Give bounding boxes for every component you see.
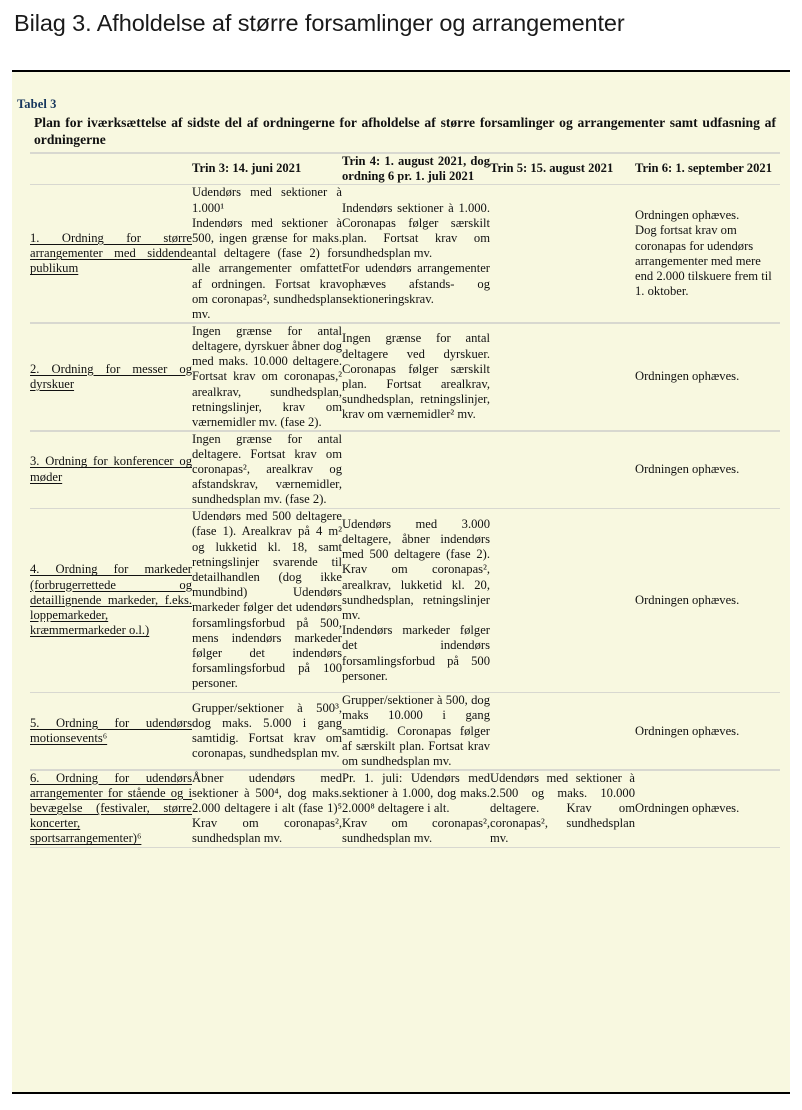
cell-trin4: Udendørs med 3.000 deltagere, åbner indendørs med 500 deltagere (fase 2). Krav om coronapas², arealkrav, lukketid kl. 20, sundhedsplan, retningslinjer mv. Indendørs markeder følger det indendørs forsamlingsforbud på 500 personer. xyxy=(342,516,490,683)
cell-trin4: Grupper/sektioner à 500, dog maks 10.000 i gang samtidig. Coronapas følger af særskilt plan. Fortsat krav om sundhedsplan mv. xyxy=(342,693,490,768)
table-header-row xyxy=(30,154,780,184)
table-row xyxy=(30,432,780,508)
cell-trin4: Pr. 1. juli: Udendørs med sektioner à 1.000, dog maks. 2.000⁸ deltagere i alt. Krav om coronapas², sundhedsplan mv. xyxy=(342,770,490,846)
cell-trin3: Ingen grænse for antal deltagere. Fortsat krav om coronapas², arealkrav og afstandskrav, værnemidler, sundhedsplan mv. (fase 2). xyxy=(192,431,342,507)
row-label xyxy=(30,432,192,508)
panel-bottom-rule xyxy=(12,1092,790,1094)
cell-trin4 xyxy=(342,432,490,508)
cell-trin5 xyxy=(490,693,635,769)
cell-trin3: Ingen grænse for antal deltagere, dyrskuer åbner dog med maks. 10.000 deltagere. Fortsat krav om coronapas,² arealkrav, sundhedsplan, retningslinjer, krav om værnemidler mv. (fase 2). xyxy=(192,323,342,429)
row-label xyxy=(30,693,192,769)
table-row xyxy=(30,324,780,430)
plan-table xyxy=(30,152,780,848)
column-header-trin4: Trin 4: 1. august 2021, dog ordning 6 pr. 1. juli 2021 xyxy=(342,153,490,183)
row-label-text: 1. Ordning for større arrangementer med siddende publikum xyxy=(30,231,192,276)
cell-trin3: Åbner udendørs med sektioner à 500⁴, dog maks. 2.000 deltagere i alt (fase 1)⁵ Krav om coronapas², sundhedsplan mv. xyxy=(192,770,342,846)
cell-trin5 xyxy=(490,324,635,430)
column-header-trin5: Trin 5: 15. august 2021 xyxy=(490,161,614,176)
row-label xyxy=(30,324,192,430)
cell-trin4: Ingen grænse for antal deltagere ved dyrskuer. Coronapas følger særskilt plan. Fortsat arealkrav, sundhedsplan, retningslinjer, krav om værnemidler² mv. xyxy=(342,331,490,422)
row-label-text: 3. Ordning for konferencer og møder xyxy=(30,454,192,484)
row-label-text: 4. Ordning for markeder (forbrugerrettede og detaillignende markeder, f.eks. loppemarkeder, kræmmermarkeder o.l.) xyxy=(30,562,192,638)
column-header-trin6: Trin 6: 1. september 2021 xyxy=(635,161,772,176)
cell-trin6: Ordningen ophæves. xyxy=(635,723,740,738)
cell-trin6: Ordningen ophæves. xyxy=(635,592,740,607)
page-title: Bilag 3. Afholdelse af større forsamlinger og arrangementer xyxy=(14,10,625,36)
cell-trin3: Udendørs med sektioner à 1.000¹ Indendørs med sektioner à 500, ingen grænse for maks. antal deltagere (fase 2) for alle arrangementer omfattet af ordningen. Fortsat krav om coronapas², sundhedsplan mv. xyxy=(192,185,342,322)
row-label xyxy=(30,185,192,322)
row-label xyxy=(30,771,192,847)
cell-trin3: Grupper/sektioner à 500³, dog maks. 5.000 i gang samtidig. Fortsat krav om coronapas, sundhedsplan mv. xyxy=(192,700,342,761)
table-row xyxy=(30,693,780,769)
panel-top-rule xyxy=(12,70,790,72)
table-separator xyxy=(30,847,780,849)
cell-trin5 xyxy=(490,432,635,508)
cell-trin6: Ordningen ophæves. xyxy=(635,369,740,384)
cell-trin6: Ordningen ophæves. xyxy=(635,801,740,816)
row-label xyxy=(30,509,192,691)
cell-trin5 xyxy=(490,509,635,691)
column-header-trin3: Trin 3: 14. juni 2021 xyxy=(192,161,302,176)
cell-trin6: Ordningen ophæves. xyxy=(635,462,740,477)
row-label-text: 5. Ordning for udendørs motionsevents⁶ xyxy=(30,715,192,746)
cell-trin3: Udendørs med 500 deltagere (fase 1). Arealkrav på 4 m² og lukketid kl. 18, samt retningslinjer svarende til detailhandlen (dog ikke mundbind) Udendørs markeder følger det udendørs forsamlingsforbud på 500, mens indendørs markeder følger det indendørs forsamlingsforbud på 100 personer. xyxy=(192,509,342,691)
table-row xyxy=(30,185,780,322)
cell-trin4: Indendørs sektioner à 1.000. Coronapas følger særskilt plan. Fortsat krav om sundhedsplan mv. For udendørs arrangementer ophæves afstands- og sektioneringskrav. xyxy=(342,200,490,306)
table-row xyxy=(30,509,780,691)
table-caption: Plan for iværksættelse af sidste del af ordningerne for afholdelse af større forsamlinger og arrangementer samt udfasning af ordningerne xyxy=(34,115,776,147)
table-row xyxy=(30,771,780,847)
column-header-ordning xyxy=(30,154,192,184)
row-label-text: 6. Ordning for udendørs arrangementer for stående og i bevægelse (festivaler, større koncerter, sportsarrangementer)⁶ xyxy=(30,770,192,846)
cell-trin6: Ordningen ophæves. Dog fortsat krav om coronapas for udendørs arrangementer med mere end 2.000 tilskuere frem til 1. oktober. xyxy=(635,208,772,299)
table-label: Tabel 3 xyxy=(17,97,57,111)
cell-trin5: Udendørs med sektioner à 2.500 og maks. 10.000 deltagere. Krav om coronapas², sundhedsplan mv. xyxy=(490,770,635,846)
row-label-text: 2. Ordning for messer og dyrskuer xyxy=(30,361,192,391)
cell-trin5 xyxy=(490,185,635,322)
table-panel xyxy=(12,70,790,1094)
